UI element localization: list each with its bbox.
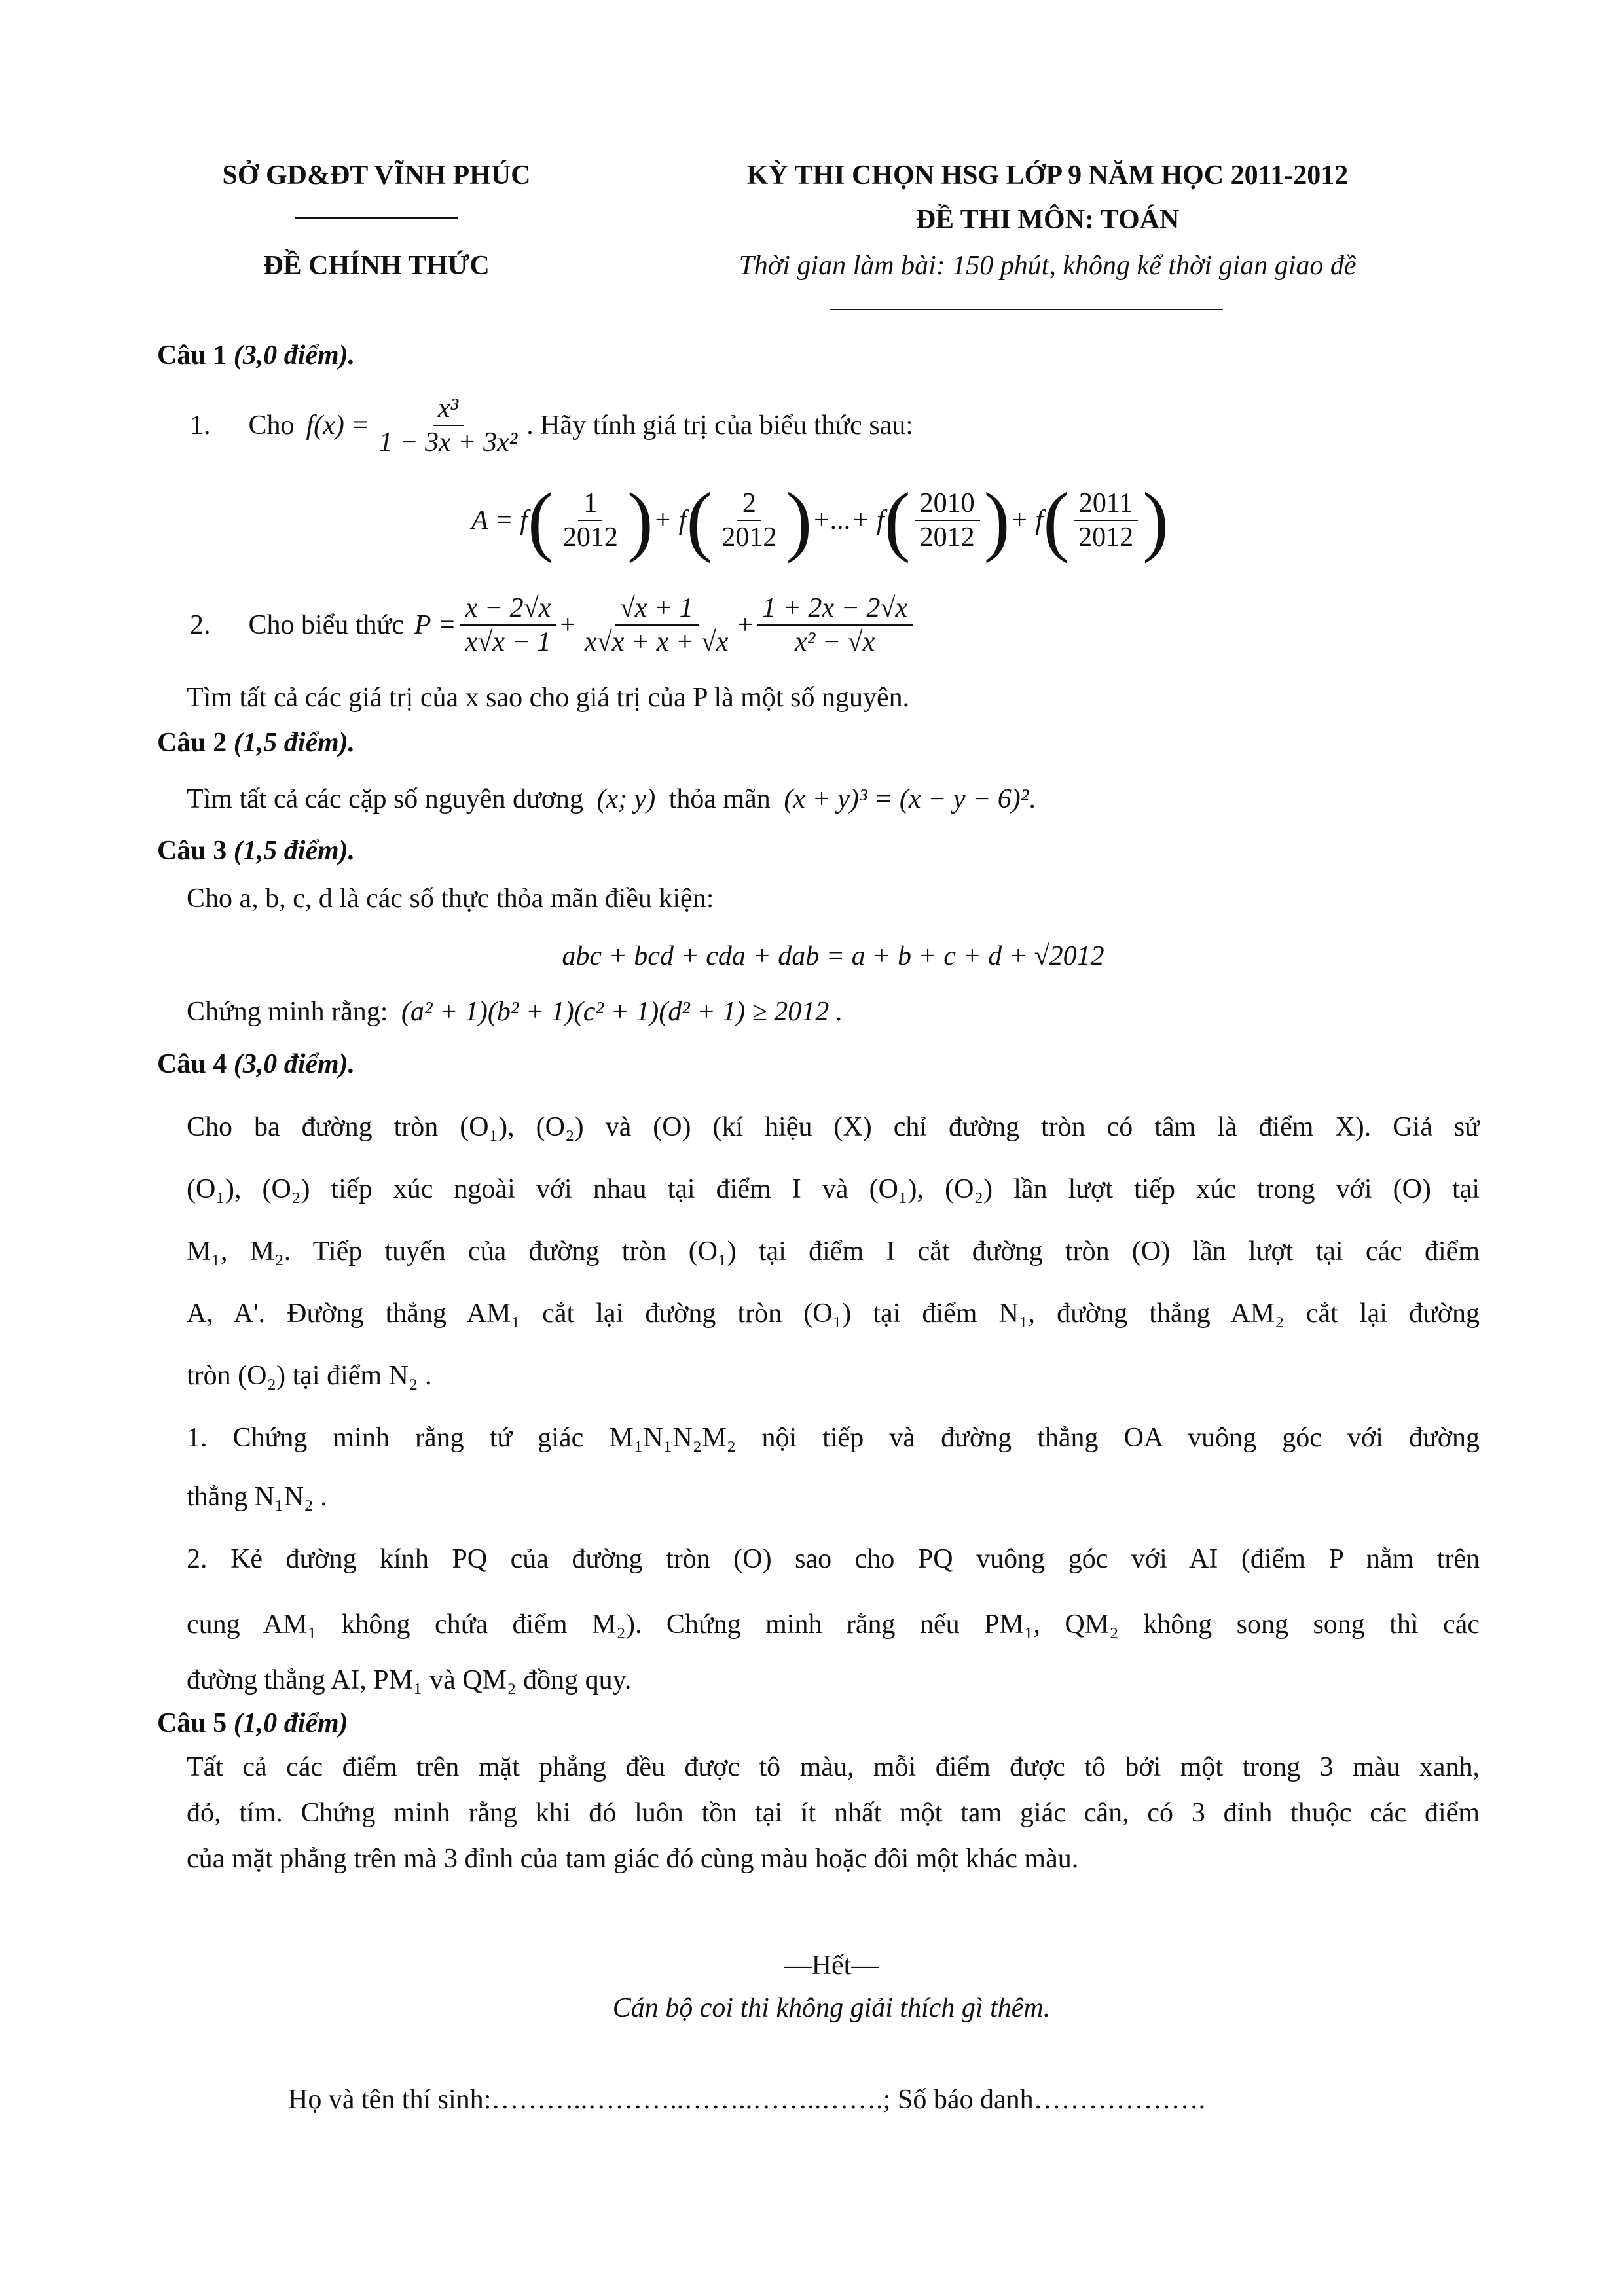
q1-A-term4: [1073, 487, 1139, 554]
q2-end: .: [1029, 784, 1036, 814]
q2-text-main: Tìm tất cả các cặp số nguyên dương: [187, 784, 583, 814]
q1-fx-label: f(x) =: [306, 410, 370, 440]
paren-open: (: [686, 476, 713, 564]
q5-label: Câu 5: [157, 1708, 227, 1738]
q4-sub2-line-2: cung AM₁ không chứa điểm M₂). Chứng minh rằng nếu PM₁, QM₂ không song song thì các: [187, 1609, 1480, 1640]
q4-sub2-line-1: 2. Kẻ đường kính PQ của đường tròn (O) sao cho PQ vuông góc với AI (điểm P nằm trên: [187, 1544, 1480, 1574]
q5-line-2: đỏ, tím. Chứng minh rằng khi đó luôn tồn tại ít nhất một tam giác cân, có 3 đỉnh thuộc các điểm: [187, 1798, 1480, 1828]
q1-A-term1-den: 2012: [562, 522, 618, 552]
candidate-line[interactable]: Họ và tên thí sinh:………..………..……..……..…….; Số báo danh……………….: [288, 2085, 1206, 2115]
q1-A-plus4: + f: [1010, 505, 1044, 535]
q1-A-expression: [471, 471, 1169, 569]
q1-P-plus1: +: [560, 610, 576, 640]
q1-A-term4-den: 2012: [1078, 522, 1134, 552]
q1-label: Câu 1: [157, 340, 227, 370]
q1-P-term1-num: x − 2√x: [460, 592, 556, 626]
header-org: SỞ GD&ĐT VĨNH PHÚC: [222, 160, 531, 190]
q4-line-5: tròn (O₂) tại điểm N₂ .: [187, 1361, 432, 1391]
q2-heading: [157, 725, 355, 761]
q1-P-term3-num: 1 + 2x − 2√x: [757, 592, 913, 626]
q5-heading: [157, 1705, 348, 1742]
q1-fx-fraction: [374, 392, 523, 459]
q1-fx-numerator: x³: [433, 392, 464, 426]
q1-A-term3: [915, 487, 980, 554]
proctor-note: Cán bộ coi thi không giải thích gì thêm.: [612, 1993, 1051, 2023]
q3-label: Câu 3: [157, 836, 227, 866]
q2-pair: (x; y): [596, 784, 656, 814]
q1-A-term2-den: 2012: [721, 522, 777, 552]
q2-mid: thỏa mãn: [668, 784, 771, 814]
paren-open: (: [527, 476, 554, 564]
q2-points: (1,5 điểm).: [233, 728, 356, 758]
paren-close: ): [1142, 476, 1169, 564]
q3-text: Cho a, b, c, d là các số thực thỏa mãn điều kiện:: [187, 884, 714, 914]
q2-equation: (x + y)³ = (x − y − 6)²: [784, 784, 1029, 814]
paren-close: ): [627, 476, 653, 564]
q1-part2: [190, 583, 917, 668]
q1-A-term3-num: 2010: [915, 487, 980, 521]
q3-condition: abc + bcd + cda + dab = a + b + c + d + √2012: [562, 941, 1104, 971]
q1-P-term1-den: x√x − 1: [465, 627, 551, 657]
q3-prove: [187, 992, 843, 1032]
exam-title: KỲ THI CHỌN HSG LỚP 9 NĂM HỌC 2011-2012: [746, 160, 1349, 190]
q4-points: (3,0 điểm).: [233, 1049, 356, 1079]
q1-A-term2-num: 2: [737, 487, 761, 521]
q1-P-plus2: +: [737, 610, 754, 640]
q1-heading: [157, 337, 355, 374]
q1-part2-number: 2.: [190, 610, 211, 640]
q4-line-1: Cho ba đường tròn (O₁), (O₂) và (O) (kí hiệu (X) chỉ đường tròn có tâm là điểm X). Giả sử: [187, 1112, 1480, 1142]
q1-A-term1-num: 1: [578, 487, 602, 521]
paren-open: (: [884, 476, 911, 564]
q1-A-plus1: + f: [653, 505, 687, 535]
q5-line-1: Tất cả các điểm trên mặt phẳng đều được tô màu, mỗi điểm được tô bởi một trong 3 màu xanh,: [187, 1752, 1480, 1782]
q1-A-term2: [716, 487, 782, 554]
q4-sub1-line-1: 1. Chứng minh rằng tứ giác M₁N₁N₂M₂ nội tiếp và đường thẳng OA vuông góc với đường: [187, 1423, 1480, 1453]
q1-points: (3,0 điểm).: [233, 340, 356, 370]
q4-line-2: (O₁), (O₂) tiếp xúc ngoài với nhau tại điểm I và (O₁), (O₂) lần lượt tiếp xúc trong với (O) tại: [187, 1174, 1480, 1204]
q1-find-text: Tìm tất cả các giá trị của x sao cho giá trị của P là một số nguyên.: [187, 683, 910, 713]
q1-A-term1: [558, 487, 623, 554]
header-official: ĐỀ CHÍNH THỨC: [263, 251, 490, 281]
q4-line-3: M₁, M₂. Tiếp tuyến của đường tròn (O₁) tại điểm I cắt đường tròn (O) lần lượt tại các điểm: [187, 1236, 1480, 1266]
exam-time-note: Thời gian làm bài: 150 phút, không kể thời gian giao đề: [739, 251, 1357, 281]
q1-P-term3: [757, 592, 913, 658]
q1-fx-denominator: 1 − 3x + 3x²: [378, 427, 518, 457]
q4-sub2-line-3: đường thẳng AI, PM₁ và QM₂ đồng quy.: [187, 1665, 632, 1695]
exam-subject: ĐỀ THI MÔN: TOÁN: [915, 205, 1180, 235]
q4-label: Câu 4: [157, 1049, 227, 1079]
paren-close: ): [786, 476, 812, 564]
end-mark: —Hết—: [784, 1950, 879, 1981]
q4-heading: [157, 1046, 355, 1083]
q5-points: (1,0 điểm): [233, 1708, 348, 1738]
q1-part2-text: Cho biểu thức: [248, 610, 404, 640]
q1-P-term2-den: x√x + x + √x: [585, 627, 729, 657]
q1-A-lhs: A = f: [471, 505, 528, 535]
q1-P-lhs: P =: [414, 610, 456, 640]
q2-text: [187, 779, 1036, 819]
q3-prove-label: Chứng minh rằng:: [187, 997, 388, 1027]
q1-A-term4-num: 2011: [1074, 487, 1138, 521]
q4-line-4: A, A'. Đường thẳng AM₁ cắt lại đường tròn (O₁) tại điểm N₁, đường thẳng AM₂ cắt lại đường: [187, 1299, 1480, 1329]
q2-label: Câu 2: [157, 728, 227, 758]
header-org-rule: [295, 217, 458, 219]
q1-P-term2: [579, 592, 733, 658]
q5-line-3: của mặt phẳng trên mà 3 đỉnh của tam giác đó cùng màu hoặc đôi một khác màu.: [187, 1844, 1079, 1874]
q3-heading: [157, 833, 355, 869]
exam-title-rule: [830, 309, 1223, 310]
paren-open: (: [1043, 476, 1070, 564]
q1-part1: [190, 383, 913, 468]
q1-A-term3-den: 2012: [919, 522, 975, 552]
q3-prove-expression: (a² + 1)(b² + 1)(c² + 1)(d² + 1) ≥ 2012 .: [401, 997, 843, 1027]
q1-P-term2-num: √x + 1: [615, 592, 699, 626]
q3-points: (1,5 điểm).: [233, 836, 356, 866]
q4-sub1-line-2: thẳng N₁N₂ .: [187, 1482, 327, 1512]
q1-P-term1: [460, 592, 556, 658]
q1-part1-number: 1.: [190, 410, 211, 440]
q1-P-term3-den: x² − √x: [794, 627, 875, 657]
paren-close: ): [983, 476, 1010, 564]
q1-part1-cho: Cho: [248, 410, 295, 440]
q1-A-dots: +...+ f: [812, 505, 884, 535]
q1-part1-text: . Hãy tính giá trị của biểu thức sau:: [526, 410, 913, 440]
